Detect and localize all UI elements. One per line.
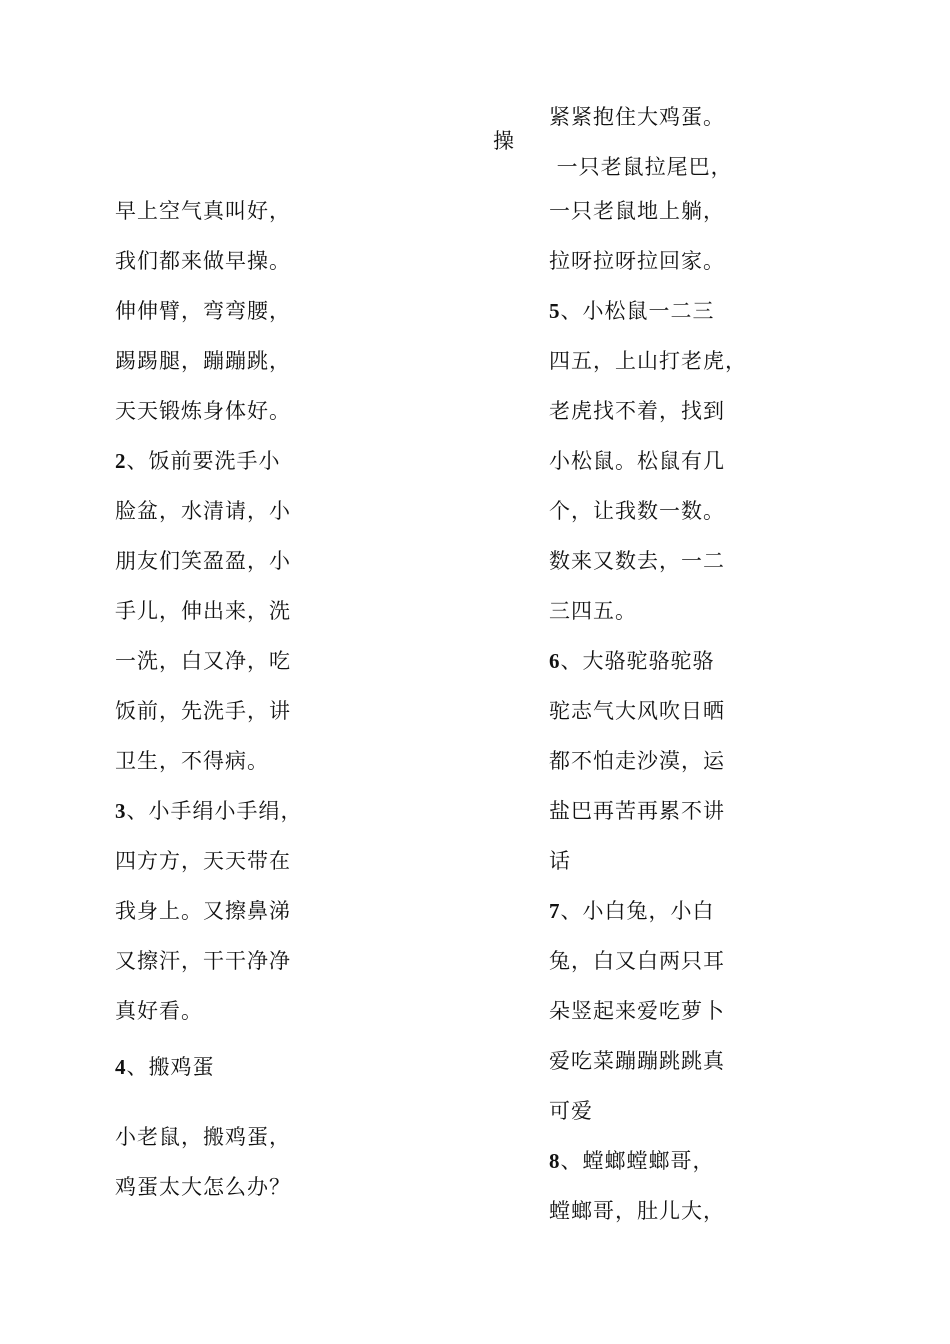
line-text: 都不怕走沙漠，运 bbox=[549, 749, 725, 773]
right-line bbox=[549, 1097, 593, 1125]
line-text: 鸡蛋太大怎么办？ bbox=[115, 1175, 291, 1199]
line-text: 拉呀拉呀拉回家。 bbox=[549, 249, 725, 273]
left-line bbox=[115, 297, 291, 325]
right-line bbox=[549, 747, 725, 775]
right-line bbox=[549, 347, 747, 375]
line-text: 小老鼠，搬鸡蛋， bbox=[115, 1125, 291, 1149]
right-line bbox=[549, 447, 725, 475]
line-text: 脸盆，水清请，小 bbox=[115, 499, 291, 523]
section-number: 8 bbox=[549, 1149, 561, 1173]
section-number: 6 bbox=[549, 649, 561, 673]
line-text: 一只老鼠地上躺， bbox=[549, 199, 725, 223]
left-line bbox=[115, 197, 291, 225]
right-line bbox=[549, 1047, 725, 1075]
line-text: 卫生，不得病。 bbox=[115, 749, 269, 773]
right-line bbox=[549, 797, 725, 825]
left-line bbox=[115, 797, 303, 825]
left-line bbox=[115, 397, 291, 425]
left-line bbox=[115, 347, 291, 375]
line-text: 、饭前要洗手小 bbox=[126, 449, 281, 473]
left-line bbox=[115, 447, 281, 475]
line-text: 手儿，伸出来，洗 bbox=[115, 599, 291, 623]
line-text: 兔，白又白两只耳 bbox=[549, 949, 725, 973]
line-text: 数来又数去，一二 bbox=[549, 549, 725, 573]
right-line bbox=[549, 1197, 725, 1225]
line-text: 、大骆驼骆驼骆 bbox=[560, 649, 715, 673]
left-line bbox=[115, 647, 291, 675]
line-text: 可爱 bbox=[549, 1099, 593, 1123]
line-text: 紧紧抱住大鸡蛋。 bbox=[549, 105, 725, 129]
line-text: 朵竖起来爱吃萝卜 bbox=[549, 999, 725, 1023]
right-line bbox=[549, 597, 637, 625]
right-line bbox=[549, 547, 725, 575]
line-text: 四五，上山打老虎， bbox=[549, 349, 747, 373]
line-text: 四方方，天天带在 bbox=[115, 849, 291, 873]
section-number: 5 bbox=[549, 299, 561, 323]
left-line bbox=[115, 697, 291, 725]
left-line bbox=[115, 947, 291, 975]
left-line bbox=[115, 597, 291, 625]
line-text: 老虎找不着，找到 bbox=[549, 399, 725, 423]
line-text: 螳螂哥，肚儿大， bbox=[549, 1199, 725, 1223]
left-line bbox=[115, 1053, 215, 1081]
right-line bbox=[549, 247, 725, 275]
left-line bbox=[115, 847, 291, 875]
line-text: 爱吃菜蹦蹦跳跳真 bbox=[549, 1049, 725, 1073]
line-text: 盐巴再苦再累不讲 bbox=[549, 799, 725, 823]
left-line bbox=[115, 747, 269, 775]
line-text: 小松鼠。松鼠有几 bbox=[549, 449, 725, 473]
right-line bbox=[549, 297, 715, 325]
line-text: 真好看。 bbox=[115, 999, 203, 1023]
line-text: 我们都来做早操。 bbox=[115, 249, 291, 273]
section-number: 4 bbox=[115, 1055, 127, 1079]
stray-character: 操 bbox=[493, 129, 514, 153]
line-text: 一只老鼠拉尾巴， bbox=[549, 155, 733, 179]
section-number: 7 bbox=[549, 899, 561, 923]
line-text: 驼志气大风吹日晒 bbox=[549, 699, 725, 723]
line-text: 三四五。 bbox=[549, 599, 637, 623]
line-text: 、小手绢小手绢， bbox=[126, 799, 303, 823]
line-text: 饭前，先洗手，讲 bbox=[115, 699, 291, 723]
line-text: 踢踢腿，蹦蹦跳， bbox=[115, 349, 291, 373]
section-number: 2 bbox=[115, 449, 127, 473]
line-text: 个，让我数一数。 bbox=[549, 499, 725, 523]
left-line bbox=[115, 997, 203, 1025]
left-line bbox=[115, 547, 291, 575]
right-line bbox=[549, 847, 571, 875]
right-line bbox=[549, 897, 715, 925]
line-text: 、搬鸡蛋 bbox=[126, 1055, 215, 1079]
line-text: 又擦汗，干干净净 bbox=[115, 949, 291, 973]
line-text: 早上空气真叫好， bbox=[115, 199, 291, 223]
left-line bbox=[115, 897, 291, 925]
right-line bbox=[549, 1147, 715, 1175]
left-line bbox=[115, 247, 291, 275]
right-line bbox=[549, 197, 725, 225]
right-line bbox=[549, 947, 725, 975]
line-text: 我身上。又擦鼻涕 bbox=[115, 899, 291, 923]
line-text: 、螳螂螳螂哥， bbox=[560, 1149, 715, 1173]
line-text: 天天锻炼身体好。 bbox=[115, 399, 291, 423]
right-line bbox=[549, 497, 725, 525]
line-text: 朋友们笑盈盈，小 bbox=[115, 549, 291, 573]
right-line bbox=[549, 697, 725, 725]
line-text: 话 bbox=[549, 849, 571, 873]
right-line bbox=[549, 397, 725, 425]
line-text: 伸伸臂，弯弯腰， bbox=[115, 299, 291, 323]
line-text: 一洗，白又净，吃 bbox=[115, 649, 291, 673]
line-text: 、小松鼠一二三 bbox=[560, 299, 715, 323]
left-line bbox=[115, 1123, 291, 1151]
left-line bbox=[115, 497, 291, 525]
right-line bbox=[549, 153, 733, 181]
line-text: 、小白兔，小白 bbox=[560, 899, 715, 923]
right-line bbox=[549, 647, 715, 675]
right-line bbox=[549, 997, 725, 1025]
left-line bbox=[115, 1173, 291, 1201]
right-line bbox=[549, 103, 725, 131]
section-number: 3 bbox=[115, 799, 127, 823]
